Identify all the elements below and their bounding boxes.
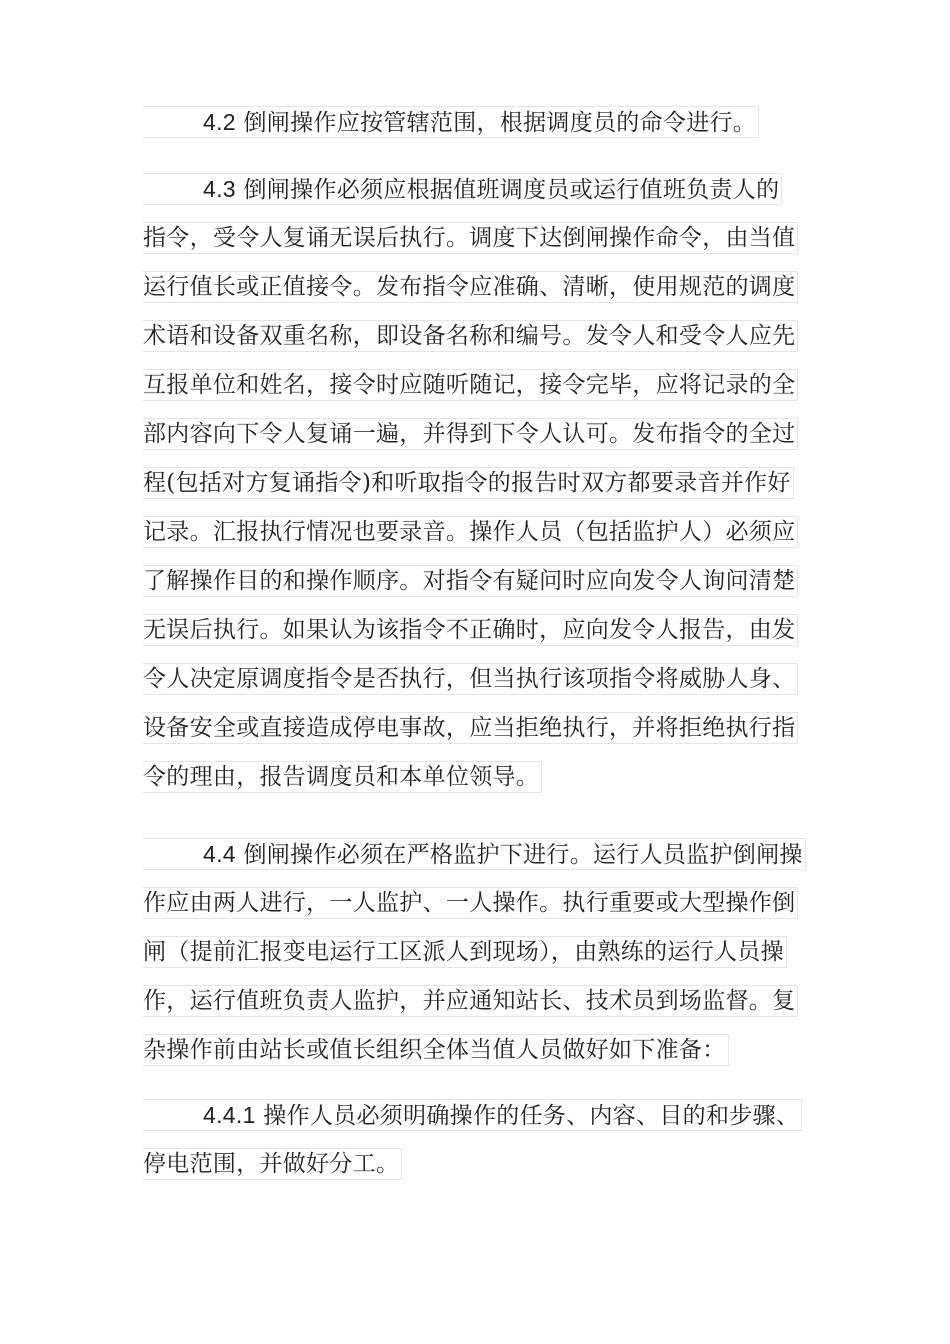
- line-text: 了解操作目的和操作顺序。对指令有疑问时应向发令人询问清楚: [143, 565, 798, 597]
- line-text: 倒闸操作应按管辖范围，根据调度员的命令进行。: [243, 110, 757, 136]
- paragraph-line: [143, 262, 815, 311]
- line-text: 部内容向下令人复诵一遍，并得到下令人认可。发布指令的全过: [143, 418, 798, 450]
- paragraph-line: [143, 311, 815, 360]
- paragraph-line: [143, 556, 815, 605]
- line-text: 令人决定原调度指令是否执行，但当执行该项指令将威胁人身、: [143, 663, 798, 695]
- paragraph-line: [143, 360, 815, 409]
- paragraph-line: [143, 605, 815, 654]
- line-text: 运行值长或正值接令。发布指令应准确、清晰，使用规范的调度: [143, 271, 798, 303]
- paragraph-line: [143, 829, 815, 878]
- paragraph-line: [143, 97, 815, 146]
- paragraph-4-4: [143, 829, 815, 1074]
- paragraph-4-2: [143, 97, 815, 146]
- line-text: 倒闸操作必须在严格监护下进行。运行人员监护倒闸操: [243, 842, 803, 868]
- section-number: 4.3: [203, 176, 236, 202]
- paragraph-line: [143, 927, 815, 976]
- paragraph-line: [143, 654, 815, 703]
- paragraph-line: [143, 507, 815, 556]
- section-number: 4.4: [203, 841, 236, 867]
- line-text: 记录。汇报执行情况也要录音。操作人员（包括监护人）必须应: [143, 516, 798, 548]
- paragraph-4-3: [143, 164, 815, 801]
- line-text: 术语和设备双重名称，即设备名称和编号。发令人和受令人应先: [143, 320, 798, 352]
- line-text: 互报单位和姓名，接令时应随听随记，接令完毕，应将记录的全: [143, 369, 798, 401]
- paragraph-line: [143, 1025, 815, 1074]
- paragraph-line: [143, 458, 815, 507]
- line-text: 倒闸操作必须应根据值班调度员或运行值班负责人的: [243, 177, 780, 203]
- line-text: 程(包括对方复诵指令)和听取指令的报告时双方都要录音并作好: [143, 467, 794, 499]
- line-text: 作应由两人进行，一人监护、一人操作。执行重要或大型操作倒: [143, 887, 798, 919]
- line-text: 停电范围，并做好分工。: [143, 1148, 402, 1180]
- line-text: 杂操作前由站长或值长组织全体当值人员做好如下准备：: [143, 1034, 729, 1066]
- paragraph-line: [143, 164, 815, 213]
- line-text: 闸（提前汇报变电运行工区派人到现场），由熟练的运行人员操: [143, 936, 787, 968]
- line-text: 作，运行值班负责人监护，并应通知站长、技术员到场监督。复: [143, 985, 798, 1017]
- paragraph-line: [143, 752, 815, 801]
- line-text: 无误后执行。如果认为该指令不正确时，应向发令人报告，由发: [143, 614, 798, 646]
- paragraph-line: [143, 1090, 815, 1139]
- line-text: 指令，受令人复诵无误后执行。调度下达倒闸操作命令，由当值: [143, 222, 798, 254]
- section-number: 4.4.1: [203, 1102, 256, 1128]
- paragraph-line: [143, 976, 815, 1025]
- paragraph-line: [143, 1139, 815, 1188]
- line-text: 操作人员必须明确操作的任务、内容、目的和步骤、: [263, 1103, 800, 1129]
- paragraph-line: [143, 878, 815, 927]
- paragraph-line: [143, 409, 815, 458]
- line-text: 令的理由，报告调度员和本单位领导。: [143, 761, 542, 793]
- paragraph-line: [143, 703, 815, 752]
- paragraph-line: [143, 213, 815, 262]
- section-number: 4.2: [203, 109, 236, 135]
- line-text: 设备安全或直接造成停电事故，应当拒绝执行，并将拒绝执行指: [143, 712, 798, 744]
- paragraph-4-4-1: [143, 1090, 815, 1188]
